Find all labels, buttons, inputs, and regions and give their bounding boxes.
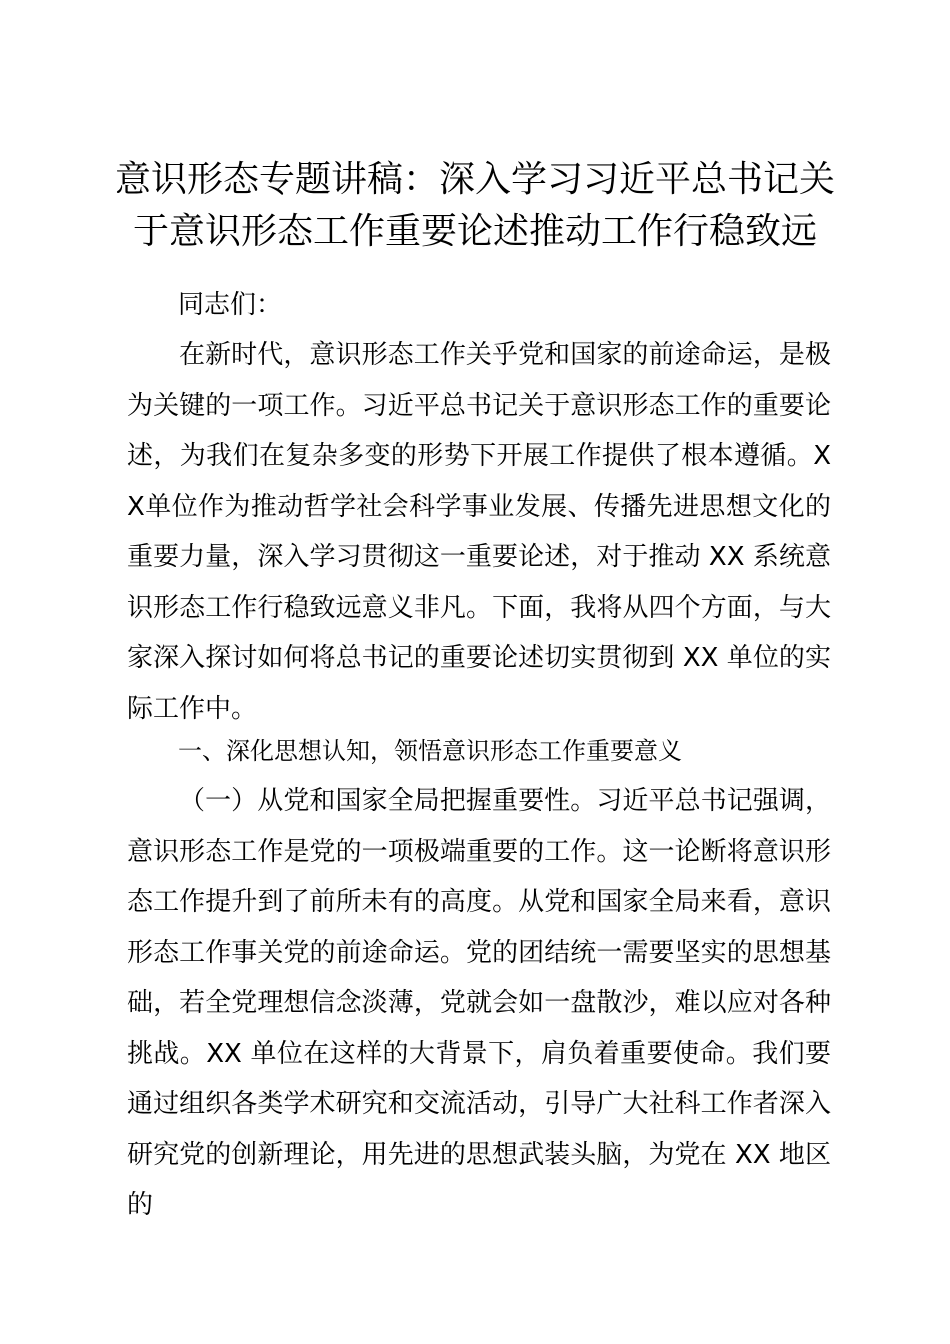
paragraph-section-1-1: （一）从党和国家全局把握重要性。习近平总书记强调，意识形态工作是党的一项极端重要的工作。这一论断将意识形态工作提升到了前所未有的高度。从党和国家全局来看，意识形态工作事关党的前途命运。党的团结统一需要坚实的思想基础，若全党理想信念淡薄，党就会如一盘散沙，难以应对各种挑战。XX 单位在这样的大背景下，肩负着重要使命。我们要通过组织各类学术研究和交流活动，引导广大社科工作者深入研究党的创新理论，用先进的思想武装头脑，为党在 XX 地区的	[127, 786, 831, 1220]
document-title-line-2: 于意识形态工作重要论述推动工作行稳致远	[132, 211, 817, 252]
section-heading-1: 一、深化思想认知，领悟意识形态工作重要意义	[178, 737, 682, 765]
paragraph-intro: 在新时代，意识形态工作关乎党和国家的前途命运，是极为关键的一项工作。习近平总书记关于意识形态工作的重要论述，为我们在复杂多变的形势下开展工作提供了根本遵循。XX单位作为推动哲学社会科学事业发展、传播先进思想文化的重要力量，深入学习贯彻这一重要论述，对于推动 XX 系统意识形态工作行稳致远意义非凡。下面，我将从四个方面，与大家深入探讨如何将总书记的重要论述切实贯彻到 XX 单位的实际工作中。	[127, 340, 831, 724]
document-title-line-1: 意识形态专题讲稿：深入学习习近平总书记关	[114, 159, 835, 200]
salutation: 同志们：	[178, 290, 283, 320]
